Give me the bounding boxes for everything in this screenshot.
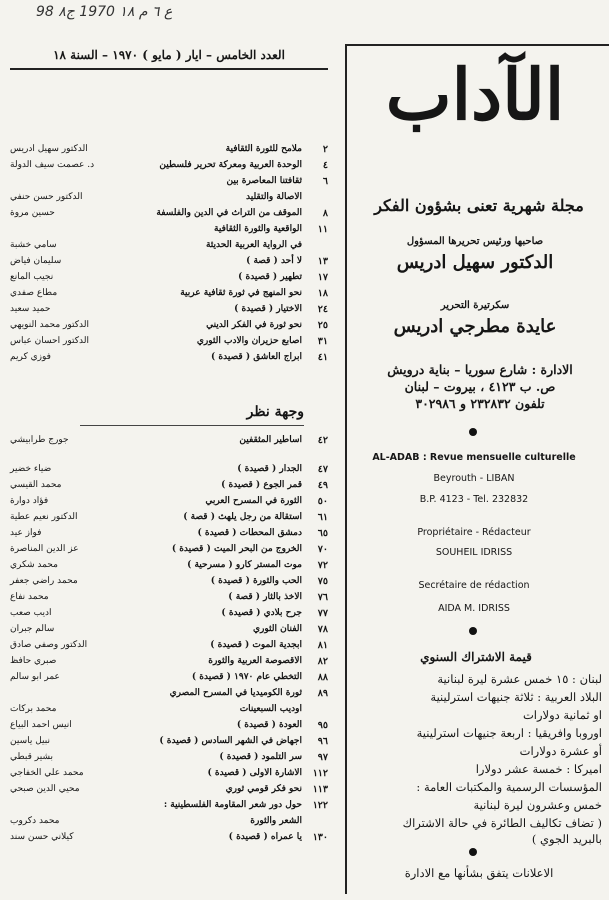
toc-author: انيس احمد البياع [10, 720, 72, 730]
toc-row [10, 350, 328, 365]
toc-row [10, 558, 328, 573]
toc-title: الشعر والثورة [250, 816, 302, 826]
bullet-dot [469, 848, 477, 856]
toc-author: سليمان فياض [10, 256, 62, 266]
toc-page-number: ٢٤ [317, 304, 328, 315]
french-line: B.P. 4123 - Tel. 232832 [419, 494, 529, 505]
toc-title: تطهير ( قصيدة ) [238, 272, 302, 282]
toc-page-number: ١٢٢ [312, 800, 328, 811]
toc-row [10, 462, 328, 477]
toc-title: ثقافتنا المعاصرة بين [226, 176, 302, 186]
toc-page-number: ١٧ [317, 272, 328, 283]
toc-author: محمد دكروب [10, 816, 60, 826]
toc-page-number: ٧٠ [317, 544, 328, 555]
toc-page-number: ٧٢ [317, 560, 328, 571]
toc-page-number: ٨ [322, 208, 328, 219]
toc-author: الدكتور نعيم عطية [10, 512, 78, 522]
toc-page-number: ٤٩ [317, 480, 328, 491]
bullet-dot [469, 627, 477, 635]
toc-page-number: ٥٠ [317, 496, 328, 507]
toc-row [10, 830, 328, 845]
subscription-line: اميركا : خمسة عشر دولارا [475, 762, 602, 776]
french-line: AIDA M. IDRISS [438, 603, 510, 614]
toc-author: نبيل ياسين [10, 736, 50, 746]
toc-title: ملامح للثورة الثقافية [225, 144, 302, 154]
toc-author: الدكتور احسان عباس [10, 336, 89, 346]
toc-title: جرح بلادي ( قصيدة ) [221, 608, 302, 618]
toc-page-number: ٢ [322, 144, 328, 155]
secretary-label: سكرتيرة التحرير [440, 300, 510, 311]
toc-title: اجهاض في الشهر السادس ( قصيدة ) [159, 736, 302, 746]
toc-page-number: ٨٩ [317, 688, 328, 699]
owner-name: الدكتور سهيل ادريس [396, 252, 554, 273]
toc-title: نحو ثورة في الفكر الديني [206, 320, 302, 330]
toc-author: ضياء خضير [10, 464, 52, 474]
toc-page-number: ٧٨ [317, 624, 328, 635]
bullet-dot [469, 428, 477, 436]
toc-page-number: ٣١ [317, 336, 328, 347]
toc-page-number: ٤٢ [317, 435, 328, 446]
toc-author: محمد راضي جعفر [10, 576, 78, 586]
toc-title: اوديب السبعينات [239, 704, 302, 714]
toc-author: مطاع صفدي [10, 288, 58, 298]
toc-page-number: ٨٢ [317, 656, 328, 667]
french-line: Beyrouth - LIBAN [433, 473, 515, 484]
toc-author: صبري حافظ [10, 656, 57, 666]
toc-page-number: ١٣ [317, 256, 328, 267]
toc-title: ابراج العاشق ( قصيدة ) [211, 352, 302, 362]
toc-row [10, 798, 328, 813]
toc-page-number: ١٨ [317, 288, 328, 299]
admin-line: الادارة : شارع سوريا – بناية درويش [387, 362, 573, 377]
toc-row [10, 174, 328, 189]
toc-page-number: ٨٨ [317, 672, 328, 683]
ads-line: الاعلانات يتفق بشأنها مع الادارة [404, 866, 554, 880]
issue-divider [10, 68, 328, 70]
toc-title: الموقف من التراث في الدين والفلسفة [156, 208, 302, 218]
toc-title: دمشق المحطات ( قصيدة ) [197, 528, 302, 538]
subscription-line: لبنان : ١٥ خمس عشرة ليرة لبنانية [437, 672, 602, 686]
toc-author: حميد سعيد [10, 304, 51, 314]
toc-page-number: ٦٥ [317, 528, 328, 539]
masthead-subtitle: مجلة شهرية تعنى بشؤون الفكر [374, 196, 584, 215]
toc-title: العودة ( قصيدة ) [236, 720, 302, 730]
toc-author: فواز عيد [10, 528, 42, 538]
toc-author: د. عصمت سيف الدولة [10, 160, 95, 170]
toc-author: محمد نفاع [10, 592, 49, 602]
toc-row [10, 238, 328, 253]
handwritten-annotation: 98 ع ٦ م ١٨ 1970 ج٨ [36, 4, 173, 20]
subscription-line: بالبريد الجوي ) [531, 832, 602, 846]
toc-row [10, 542, 328, 557]
toc-title: نحو المنهج في ثورة ثقافية عربية [180, 288, 302, 298]
subscription-line: البلاد العربية : ثلاثة جنيهات استرلينية [430, 690, 602, 704]
toc-author: حسين مروة [10, 208, 55, 218]
toc-author: جورج طرابيشي [10, 435, 69, 445]
masthead-top-rule [345, 44, 609, 46]
toc-row [10, 702, 328, 717]
toc-title: قمر الجوع ( قصيدة ) [221, 480, 302, 490]
toc-page-number: ٤١ [317, 352, 328, 363]
subscription-line: ( تضاف تكاليف الطائرة في حالة الاشتراك [402, 816, 602, 830]
toc-row [10, 510, 328, 525]
toc-title: الاشارة الاولى ( قصيدة ) [207, 768, 302, 778]
toc-row [10, 254, 328, 269]
toc-title: الوحدة العربية ومعركة تحرير فلسطين [159, 160, 302, 170]
toc-title: الاقصوصة العربية والثورة [208, 656, 302, 666]
subscription-line: أو عشرة دولارات [519, 744, 602, 758]
toc-author: محمد شكري [10, 560, 58, 570]
toc-row [10, 686, 328, 701]
toc-row [10, 206, 328, 221]
toc-title: نحو فكر قومي ثوري [225, 784, 302, 794]
toc-row [10, 190, 328, 205]
toc-page-number: ٦ [322, 176, 328, 187]
toc-row [10, 142, 328, 157]
french-line: SOUHEIL IDRISS [435, 547, 513, 558]
toc-page-number: ١١ [317, 224, 328, 235]
toc-title: الثورة في المسرح العربي [205, 496, 302, 506]
toc-row [10, 334, 328, 349]
toc-title: ثورة الكوميديا في المسرح المصري [169, 688, 302, 698]
toc-page-number: ٤٧ [317, 464, 328, 475]
issue-line: العدد الخامس – ايار ( مايو ) ١٩٧٠ – السنة ١٨ [53, 48, 285, 62]
toc-author: فؤاد دوارة [10, 496, 49, 506]
toc-author: الدكتور سهيل ادريس [10, 144, 88, 154]
toc-row [10, 782, 328, 797]
toc-row [10, 670, 328, 685]
toc-page-number: ١٣٠ [312, 832, 328, 843]
toc-row [10, 526, 328, 541]
toc-row [10, 318, 328, 333]
toc-row [10, 654, 328, 669]
toc-row [10, 750, 328, 765]
french-line: AL-ADAB : Revue mensuelle culturelle [372, 452, 576, 463]
toc-page-number: ١١٣ [312, 784, 328, 795]
toc-page-number: ٧٧ [317, 608, 328, 619]
toc-row [10, 574, 328, 589]
toc-author: سامي خشبة [10, 240, 57, 250]
toc-row [10, 734, 328, 749]
toc-author: بشير قبطي [10, 752, 53, 762]
toc-page-number: ٢٥ [317, 320, 328, 331]
toc-row [10, 494, 328, 509]
toc-author: اديب صعب [10, 608, 52, 618]
toc-author: عز الدين المناصرة [10, 544, 79, 554]
toc-row [10, 302, 328, 317]
toc-row [10, 158, 328, 173]
subscription-title: قيمة الاشتراك السنوي [420, 650, 532, 664]
owner-label: صاحبها ورئيس تحريرها المسؤول [406, 236, 544, 247]
toc-row [10, 270, 328, 285]
subscription-line: اوروبا وافريقيا : اربعة جنيهات استرلينية [416, 726, 602, 740]
toc-author: محمد بركات [10, 704, 57, 714]
secretary-name: عايدة مطرجي ادريس [393, 316, 557, 337]
toc-row [10, 222, 328, 237]
toc-page-number: ٧٥ [317, 576, 328, 587]
toc-title: ابجدية الموت ( قصيدة ) [210, 640, 302, 650]
toc-row [10, 718, 328, 733]
masthead-title: الآداب [385, 53, 565, 136]
toc-page-number: ١١٢ [312, 768, 328, 779]
toc-author: فوزي كريم [10, 352, 51, 362]
toc-title: استقالة من رجل يلهث ( قصة ) [183, 512, 302, 522]
toc-title: سر التلمود ( قصيدة ) [219, 752, 302, 762]
toc-title: حول دور شعر المقاومة الفلسطينية : [163, 800, 302, 810]
toc-title: الخروج من البحر الميت ( قصيدة ) [171, 544, 302, 554]
toc-title: اصابع حزيران والادب الثوري [196, 336, 302, 346]
french-line: Secrétaire de rédaction [418, 580, 530, 591]
toc-title: الجدار ( قصيدة ) [237, 464, 302, 474]
toc-page-number: ٦١ [317, 512, 328, 523]
toc-row [10, 606, 328, 621]
toc-author: سالم جبران [10, 624, 55, 634]
toc-author: محمد علي الخفاجي [10, 768, 84, 778]
toc-title: الاخذ بالثار ( قصة ) [228, 592, 302, 602]
toc-author: نجيب المانع [10, 272, 54, 282]
toc-title: في الرواية العربية الحديثة [205, 240, 302, 250]
subscription-line: او ثمانية دولارات [522, 708, 602, 722]
toc-row [10, 478, 328, 493]
toc-row [10, 622, 328, 637]
toc-row [10, 286, 328, 301]
toc-page-number: ٩٧ [317, 752, 328, 763]
toc-title: يا عمراه ( قصيدة ) [228, 832, 302, 842]
toc-title: الواقعية والثورة الثقافية [214, 224, 302, 234]
toc-row [10, 590, 328, 605]
toc-page-number: ٨١ [317, 640, 328, 651]
subscription-line: خمس وعشرون ليرة لبنانية [473, 798, 602, 812]
toc-page-number: ٩٥ [317, 720, 328, 731]
toc-title: موت المستر كارو ( مسرحية ) [187, 560, 302, 570]
toc-title: الاختيار ( قصيدة ) [234, 304, 302, 314]
toc-author: الدكتور حسن حنفي [10, 192, 83, 202]
toc-title: الفنان الثوري [253, 624, 302, 634]
toc-row [10, 638, 328, 653]
admin-line: ص. ب ٤١٢٣ ، بيروت – لبنان [404, 379, 556, 394]
subscription-line: المؤسسات الرسمية والمكتبات العامة : [416, 780, 602, 794]
toc-author: محيي الدين صبحي [10, 784, 80, 794]
column-divider [345, 44, 347, 894]
toc-row [10, 814, 328, 829]
toc-row [10, 433, 328, 448]
toc-author: عمر ابو سالم [10, 672, 60, 682]
toc-title: اساطير المثقفين [239, 435, 302, 445]
toc-page-number: ٩٦ [317, 736, 328, 747]
toc-title: الحب والثورة ( قصيدة ) [210, 576, 302, 586]
toc-page-number: ٧٦ [317, 592, 328, 603]
toc-title: التخطي عام ١٩٧٠ ( قصيدة ) [191, 672, 302, 682]
toc-author: الدكتور وصفي صادق [10, 640, 88, 650]
section-divider [80, 425, 304, 426]
toc-title: لا أحد ( قصة ) [246, 256, 302, 266]
toc-page-number: ٤ [322, 160, 328, 171]
toc-author: كيلاني حسن سند [10, 832, 74, 842]
section-title: وجهة نظر [246, 404, 304, 420]
toc-row [10, 766, 328, 781]
toc-title: الاصالة والتقليد [246, 192, 302, 202]
toc-author: محمد القيسي [10, 480, 62, 490]
french-line: Propriétaire - Rédacteur [417, 527, 531, 538]
admin-line: تلفون ٢٣٢٨٣٢ و ٣٠٢٩٨٦ [415, 396, 545, 411]
toc-author: الدكتور محمد النويهي [10, 320, 90, 330]
